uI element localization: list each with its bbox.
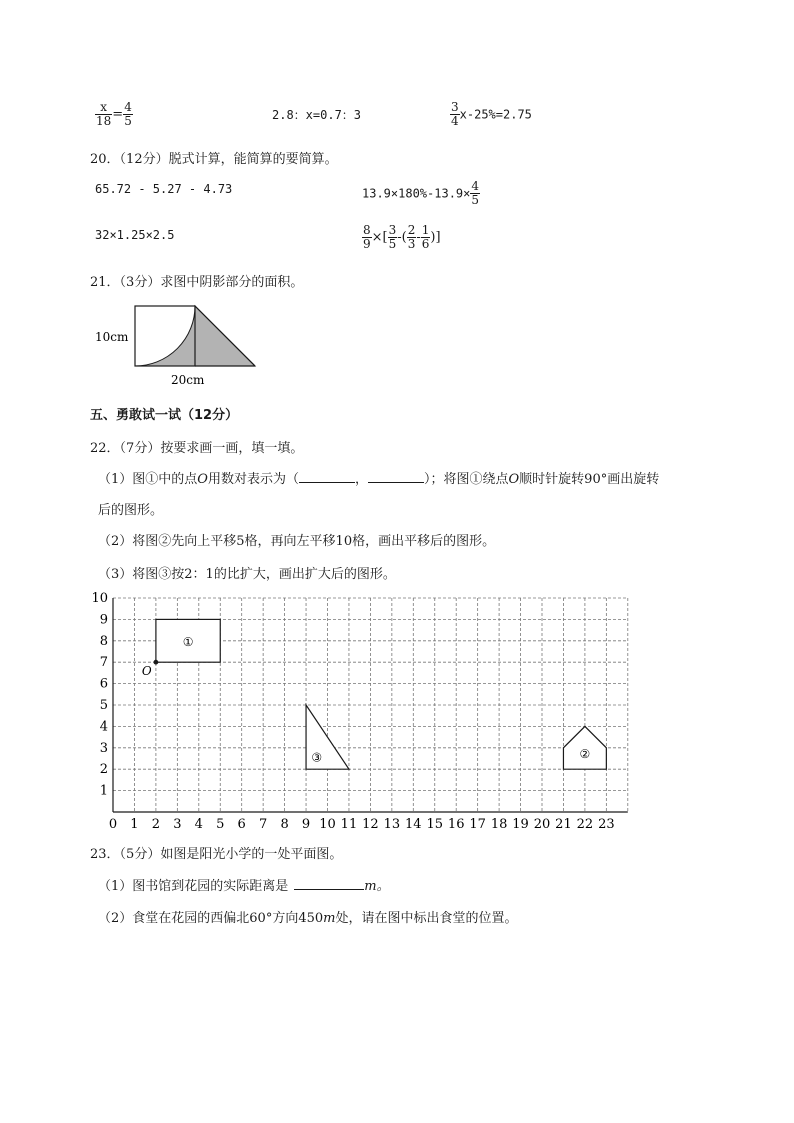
x-tick-label: 18 <box>490 817 508 832</box>
fraction: $\frac{3}{4}$ <box>451 100 459 128</box>
shape-1-label: ① <box>182 634 194 649</box>
fraction: $\frac{8}{9}$ <box>363 223 371 251</box>
x-tick-label: 11 <box>340 817 358 832</box>
question-23-title: 23．（5分）如图是阳光小学的一处平面图。 <box>90 847 343 862</box>
y-tick-label: 9 <box>99 612 108 628</box>
question-21-title: 21．（3分）求图中阴影部分的面积。 <box>90 275 304 290</box>
shape-3-label: ③ <box>311 750 323 765</box>
y-tick-label: 3 <box>99 740 108 756</box>
y-tick-label: 8 <box>99 633 108 649</box>
shape-2-label: ② <box>579 747 591 762</box>
x-tick-label: 7 <box>259 817 268 832</box>
x-tick-label: 12 <box>362 817 379 832</box>
x-tick-label: 22 <box>576 817 594 832</box>
shaded-area-figure <box>90 300 270 392</box>
question-22-part-3: （3）将图③按2：1的比扩大，画出扩大后的图形。 <box>98 567 396 582</box>
x-tick-label: 1 <box>130 817 139 832</box>
y-tick-label: 4 <box>99 719 108 735</box>
x-tick-label: 10 <box>319 817 336 832</box>
question-22-part-1-cont: 后的图形。 <box>98 503 164 518</box>
y-tick-label: 2 <box>99 762 108 778</box>
y-tick-label: 6 <box>99 676 108 692</box>
x-tick-label: 21 <box>555 817 572 832</box>
equation-1: $\frac{x}{18}$ = $\frac{4}{5}$ <box>96 100 132 128</box>
question-23-part-2: （2）食堂在花园的西偏北60°方向450m处，请在图中标出食堂的位置。 <box>98 911 518 926</box>
y-tick-labels <box>91 591 108 799</box>
expression-1: 65.72 - 5.27 - 4.73 <box>95 182 233 196</box>
question-20-title: 20．（12分）脱式计算，能简算的要简算。 <box>90 152 338 167</box>
fraction: $\frac{1}{6}$ <box>421 223 430 251</box>
x-tick-label: 5 <box>216 817 225 832</box>
y-tick-label: 7 <box>99 655 108 671</box>
y-tick-label: 10 <box>91 591 108 606</box>
x-tick-label: 13 <box>383 817 401 832</box>
x-tick-label: 6 <box>237 817 246 832</box>
fraction: $\frac{4}{5}$ <box>471 179 480 207</box>
section-heading: 五、勇敢试一试（12分） <box>90 408 239 423</box>
x-tick-label: 19 <box>512 817 529 832</box>
expression-2: 13.9×180%-13.9× $\frac{4}{5}$ <box>362 179 480 207</box>
coordinate-grid <box>0 585 794 835</box>
x-tick-label: 17 <box>469 817 486 832</box>
expression-3: 32×1.25×2.5 <box>95 228 175 242</box>
x-tick-label: 14 <box>405 817 422 832</box>
x-tick-label: 2 <box>151 817 161 832</box>
width-label: 20cm <box>171 373 205 387</box>
fraction: $\frac{4}{5}$ <box>124 100 132 128</box>
x-tick-label: 20 <box>533 817 551 832</box>
x-tick-labels <box>109 817 615 832</box>
fraction: $\frac{3}{5}$ <box>388 223 397 251</box>
fraction: $\frac{x}{18}$ <box>96 100 112 128</box>
fraction: $\frac{2}{3}$ <box>407 223 416 251</box>
point-o <box>154 660 159 665</box>
x-tick-label: 4 <box>194 817 203 832</box>
x-tick-label: 16 <box>447 817 465 832</box>
answer-blank-x[interactable] <box>299 482 355 483</box>
x-tick-label: 9 <box>301 817 311 832</box>
question-22-title: 22．（7分）按要求画一画，填一填。 <box>90 441 304 456</box>
answer-blank-y[interactable] <box>368 482 424 483</box>
grid-shapes <box>154 619 607 769</box>
origin-label: O <box>141 664 152 679</box>
equation-3: $\frac{3}{4}$ x-25%=2.75 <box>451 100 532 128</box>
equation-2: 2.8：x=0.7：3 <box>272 108 362 122</box>
question-22-part-1: （1）图①中的点O用数对表示为（ ， ）；将图①绕点O顺时针旋转90°画出旋转 <box>98 472 660 487</box>
x-tick-label: 3 <box>173 817 182 832</box>
question-23-part-1: （1）图书馆到花园的实际距离是 m。 <box>98 879 390 894</box>
x-tick-label: 8 <box>280 817 289 832</box>
x-tick-label: 15 <box>426 817 444 832</box>
distance-answer-blank[interactable] <box>294 889 364 890</box>
x-tick-label: 23 <box>598 817 615 832</box>
y-tick-label: 5 <box>99 698 108 713</box>
expression-4: $\frac{8}{9}$ ×[ $\frac{3}{5}$ -( $\frac{2}{3}$ - $\frac{1}{6}$ )] <box>363 223 441 251</box>
y-tick-label: 1 <box>99 783 108 799</box>
height-label: 10cm <box>95 330 129 344</box>
question-22-part-2: （2）将图②先向上平移5格，再向左平移10格，画出平移后的图形。 <box>98 534 496 549</box>
x-tick-label: 0 <box>108 817 118 832</box>
